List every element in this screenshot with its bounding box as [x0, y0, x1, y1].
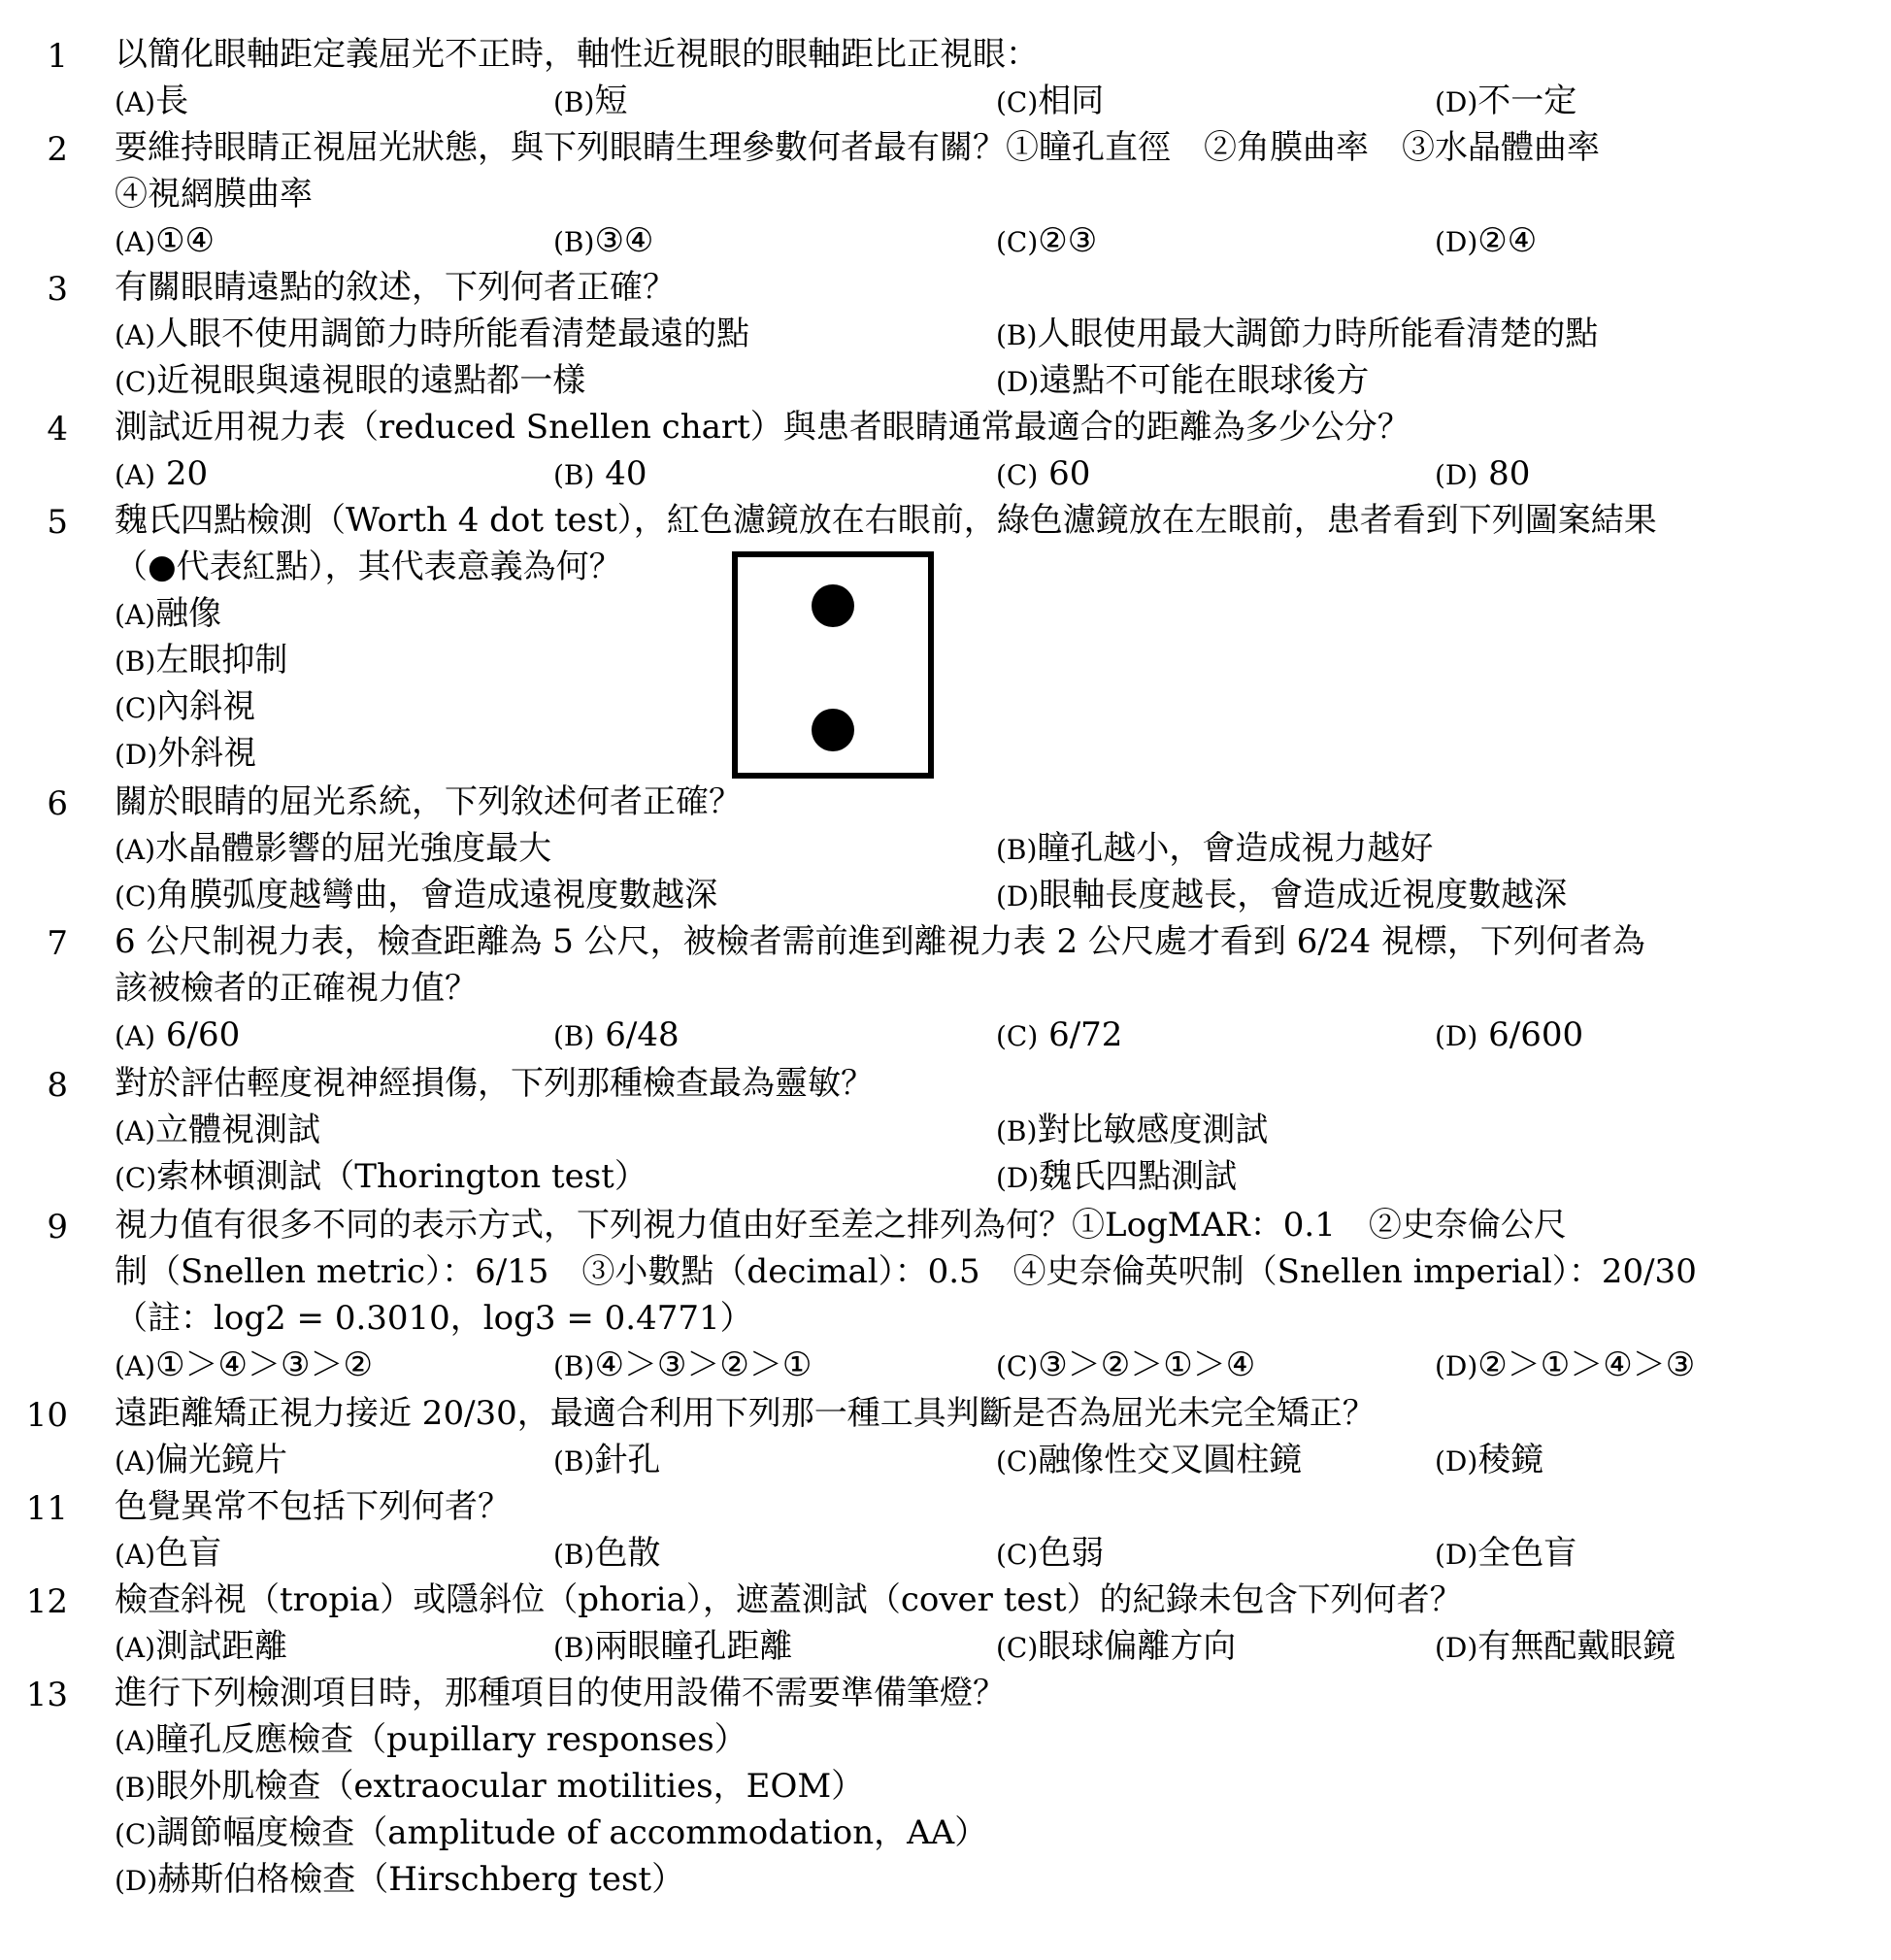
question-number: 8	[47, 1066, 68, 1105]
option-a[interactable]	[115, 1716, 747, 1765]
question-number: 6	[47, 784, 68, 823]
option-text: 融像性交叉圓柱鏡	[1038, 1441, 1303, 1479]
option-label: (A)	[115, 86, 156, 118]
question-text: 視力值有很多不同的表示方式，下列視力值由好至差之排列為何？①LogMAR：0.1 ②史奈倫公尺 制（Snellen metric）：6/15 ③小數點（decimal）：0.5 ④史奈倫英呎制（Snellen imperial）：20/30 （註：log2 = 0.3010，log3 = 0.4771）	[115, 1206, 1697, 1338]
option-c[interactable]	[115, 1810, 987, 1858]
option-label: (B)	[553, 1350, 595, 1382]
option-label: (C)	[115, 1162, 157, 1194]
option-text: 6/72	[1038, 1015, 1123, 1054]
option-c[interactable]	[996, 78, 1104, 126]
option-a[interactable]	[115, 1437, 287, 1485]
question-text: 以簡化眼軸距定義屈光不正時，軸性近視眼的眼軸距比正視眼：	[115, 35, 1039, 74]
question-text: 魏氏四點檢測（Worth 4 dot test），紅色濾鏡放在右眼前，綠色濾鏡放在左眼前，患者看到下列圖案結果 （●代表紅點），其代表意義為何？	[115, 501, 1657, 586]
option-text: 角膜弧度越彎曲，會造成遠視度數越深	[156, 876, 718, 914]
option-text: 魏氏四點測試	[1039, 1157, 1238, 1196]
red-dot-bottom	[812, 709, 854, 751]
option-text: 稜鏡	[1477, 1441, 1544, 1479]
option-label: (B)	[996, 1115, 1038, 1147]
option-text: 40	[594, 454, 647, 493]
option-text: 近視眼與遠視眼的遠點都一樣	[156, 361, 586, 400]
option-d[interactable]	[1435, 1530, 1576, 1578]
option-c[interactable]	[996, 1012, 1122, 1060]
option-c[interactable]	[996, 217, 1097, 266]
option-b[interactable]	[553, 217, 653, 266]
option-d[interactable]	[1435, 217, 1537, 266]
question-number: 9	[47, 1208, 68, 1246]
option-a[interactable]	[115, 1623, 287, 1672]
option-label: (D)	[996, 880, 1040, 913]
option-d[interactable]	[1435, 450, 1530, 499]
option-a[interactable]	[115, 78, 188, 126]
option-text: 60	[1038, 454, 1091, 493]
option-text: 眼軸長度越長，會造成近視度數越深	[1039, 876, 1568, 914]
option-text: ④＞③＞②＞①	[594, 1345, 813, 1384]
option-c[interactable]	[996, 1437, 1302, 1485]
option-a[interactable]	[115, 311, 749, 359]
option-label: (C)	[115, 366, 157, 398]
option-label: (D)	[1435, 1632, 1478, 1664]
option-text: 6/60	[155, 1015, 241, 1054]
option-c[interactable]	[115, 357, 585, 406]
question-number: 2	[47, 130, 68, 169]
option-b[interactable]	[553, 1342, 812, 1390]
option-label: (C)	[996, 1632, 1039, 1664]
option-text: 短	[594, 82, 628, 120]
option-text: 融像	[155, 594, 222, 633]
worth-dot-figure	[732, 551, 934, 779]
option-label: (B)	[553, 459, 595, 491]
option-label: (B)	[553, 226, 595, 258]
option-b[interactable]	[553, 1623, 792, 1672]
option-d[interactable]	[996, 872, 1567, 920]
option-label: (A)	[115, 599, 156, 631]
option-label: (D)	[1435, 86, 1478, 118]
option-text: 色盲	[155, 1534, 222, 1573]
option-text: 外斜視	[157, 734, 257, 773]
option-label: (B)	[553, 1445, 595, 1478]
option-b[interactable]	[553, 1530, 660, 1578]
option-label: (A)	[115, 1020, 156, 1052]
question-text: 有關眼睛遠點的敘述，下列何者正確？	[115, 268, 676, 307]
option-label: (C)	[996, 86, 1039, 118]
option-label: (D)	[996, 366, 1040, 398]
question-number: 7	[47, 924, 68, 963]
option-label: (B)	[553, 1020, 595, 1052]
option-label: (C)	[115, 880, 157, 913]
option-a[interactable]	[115, 1107, 320, 1155]
option-text: 20	[155, 454, 209, 493]
option-label: (D)	[1435, 1445, 1478, 1478]
option-label: (D)	[115, 739, 158, 771]
red-dot-top	[812, 584, 854, 627]
option-label: (B)	[996, 834, 1038, 866]
option-b[interactable]	[553, 1437, 660, 1485]
option-b[interactable]	[115, 1763, 864, 1811]
option-label: (D)	[1435, 1350, 1478, 1382]
option-label: (C)	[115, 1818, 157, 1850]
option-label: (D)	[1435, 459, 1478, 491]
question-text: 測試近用視力表（reduced Snellen chart）與患者眼睛通常最適合的距離為多少公分？	[115, 408, 1410, 447]
option-d[interactable]	[996, 357, 1369, 406]
option-text: 偏光鏡片	[155, 1441, 288, 1479]
option-text: 針孔	[594, 1441, 661, 1479]
option-c[interactable]	[996, 1342, 1255, 1390]
option-text: ③＞②＞①＞④	[1038, 1345, 1256, 1384]
option-label: (A)	[115, 1115, 156, 1147]
option-label: (B)	[115, 646, 156, 678]
option-text: 色弱	[1038, 1534, 1105, 1573]
question-number: 3	[47, 270, 68, 309]
question-number: 11	[25, 1489, 68, 1528]
option-a[interactable]	[115, 217, 215, 266]
option-text: 6/48	[594, 1015, 680, 1054]
option-label: (A)	[115, 1350, 156, 1382]
option-d[interactable]	[1435, 78, 1576, 126]
option-text: 調節幅度檢查（amplitude of accommodation，AA）	[156, 1813, 988, 1852]
question-text: 遠距離矯正視力接近 20/30，最適合利用下列那一種工具判斷是否為屈光未完全矯正？	[115, 1394, 1376, 1433]
option-label: (D)	[1435, 1020, 1478, 1052]
option-text: 相同	[1038, 82, 1105, 120]
option-text: 長	[155, 82, 189, 120]
option-text: 瞳孔反應檢查（pupillary responses）	[155, 1720, 747, 1759]
option-text: 左眼抑制	[155, 641, 288, 680]
question-number: 10	[25, 1396, 68, 1435]
option-c[interactable]	[996, 450, 1090, 499]
option-b[interactable]	[553, 78, 627, 126]
option-label: (B)	[115, 1772, 156, 1804]
option-label: (B)	[553, 1539, 595, 1571]
option-label: (D)	[1435, 1539, 1478, 1571]
option-text: 80	[1477, 454, 1531, 493]
option-text: ②③	[1038, 221, 1098, 260]
option-text: 測試距離	[155, 1627, 288, 1666]
option-d[interactable]	[1435, 1623, 1675, 1672]
question-number: 13	[25, 1676, 68, 1714]
option-label: (A)	[115, 319, 156, 351]
option-d[interactable]	[115, 730, 256, 779]
option-label: (C)	[996, 1445, 1039, 1478]
option-b[interactable]	[553, 1012, 680, 1060]
question-number: 5	[47, 503, 68, 542]
option-text: 6/600	[1477, 1015, 1584, 1054]
option-a[interactable]	[115, 825, 551, 874]
option-text: 色散	[594, 1534, 661, 1573]
option-text: 索林頓測試（Thorington test）	[156, 1157, 647, 1196]
option-d[interactable]	[1435, 1012, 1583, 1060]
option-text: ③④	[594, 221, 654, 260]
question-number: 4	[47, 410, 68, 448]
option-d[interactable]	[115, 1856, 684, 1905]
question-text: 檢查斜視（tropia）或隱斜位（phoria），遮蓋測試（cover test）的紀錄未包含下列何者？	[115, 1580, 1463, 1619]
option-d[interactable]	[1435, 1342, 1695, 1390]
option-text: 有無配戴眼鏡	[1477, 1627, 1676, 1666]
option-text: 瞳孔越小，會造成視力越好	[1037, 829, 1434, 868]
question-text: 要維持眼睛正視屈光狀態，與下列眼睛生理參數何者最有關？①瞳孔直徑 ②角膜曲率 ③水晶體曲率 ④視網膜曲率	[115, 128, 1600, 214]
option-label: (D)	[996, 1162, 1040, 1194]
option-text: 立體視測試	[155, 1111, 321, 1149]
option-label: (C)	[996, 1539, 1039, 1571]
option-text: 眼球偏離方向	[1038, 1627, 1237, 1666]
option-text: 水晶體影響的屈光強度最大	[155, 829, 552, 868]
option-a[interactable]	[115, 450, 208, 499]
option-label: (B)	[553, 1632, 595, 1664]
option-label: (B)	[553, 86, 595, 118]
option-text: ②④	[1477, 221, 1538, 260]
option-text: 遠點不可能在眼球後方	[1039, 361, 1370, 400]
option-label: (A)	[115, 459, 156, 491]
option-b[interactable]	[996, 825, 1433, 874]
option-b[interactable]	[553, 450, 647, 499]
option-text: ①④	[155, 221, 216, 260]
question-number: 1	[47, 37, 68, 76]
option-c[interactable]	[996, 1530, 1104, 1578]
option-c[interactable]	[115, 872, 717, 920]
option-label: (D)	[1435, 226, 1478, 258]
option-label: (C)	[996, 1020, 1039, 1052]
option-text: 全色盲	[1477, 1534, 1577, 1573]
option-text: 不一定	[1477, 82, 1577, 120]
option-label: (C)	[996, 226, 1039, 258]
option-text: 人眼不使用調節力時所能看清楚最遠的點	[155, 315, 750, 353]
question-text: 6 公尺制視力表，檢查距離為 5 公尺，被檢者需前進到離視力表 2 公尺處才看到 6/24 視標，下列何者為 該被檢者的正確視力值？	[115, 922, 1645, 1008]
option-b[interactable]	[996, 1107, 1268, 1155]
option-text: 赫斯伯格檢查（Hirschberg test）	[157, 1860, 685, 1899]
option-d[interactable]	[996, 1153, 1237, 1202]
option-c[interactable]	[115, 683, 255, 732]
option-label: (B)	[996, 319, 1038, 351]
option-label: (A)	[115, 834, 156, 866]
option-a[interactable]	[115, 590, 221, 639]
question-number: 12	[25, 1582, 68, 1621]
option-a[interactable]	[115, 1530, 221, 1578]
option-text: 人眼使用最大調節力時所能看清楚的點	[1037, 315, 1599, 353]
question-text: 關於眼睛的屈光系統，下列敘述何者正確？	[115, 782, 742, 821]
option-label: (D)	[115, 1865, 158, 1897]
option-c[interactable]	[115, 1153, 647, 1202]
option-c[interactable]	[996, 1623, 1236, 1672]
question-text: 進行下列檢測項目時，那種項目的使用設備不需要準備筆燈？	[115, 1674, 1006, 1712]
option-text: ①＞④＞③＞②	[155, 1345, 373, 1384]
option-label: (A)	[115, 1725, 156, 1757]
option-a[interactable]	[115, 1342, 373, 1390]
option-label: (A)	[115, 1445, 156, 1478]
option-text: ②＞①＞④＞③	[1477, 1345, 1696, 1384]
option-label: (C)	[996, 459, 1039, 491]
option-label: (A)	[115, 1632, 156, 1664]
option-text: 對比敏感度測試	[1037, 1111, 1269, 1149]
option-text: 眼外肌檢查（extraocular motilities，EOM）	[155, 1767, 865, 1806]
option-d[interactable]	[1435, 1437, 1543, 1485]
option-label: (A)	[115, 226, 156, 258]
question-text: 對於評估輕度視神經損傷，下列那種檢查最為靈敏？	[115, 1064, 874, 1103]
option-a[interactable]	[115, 1012, 240, 1060]
option-text: 內斜視	[156, 687, 256, 726]
option-label: (C)	[996, 1350, 1039, 1382]
question-text: 色覺異常不包括下列何者？	[115, 1487, 511, 1526]
option-b[interactable]	[996, 311, 1598, 359]
option-label: (A)	[115, 1539, 156, 1571]
option-label: (C)	[115, 692, 157, 724]
option-b[interactable]	[115, 637, 287, 685]
option-text: 兩眼瞳孔距離	[594, 1627, 793, 1666]
